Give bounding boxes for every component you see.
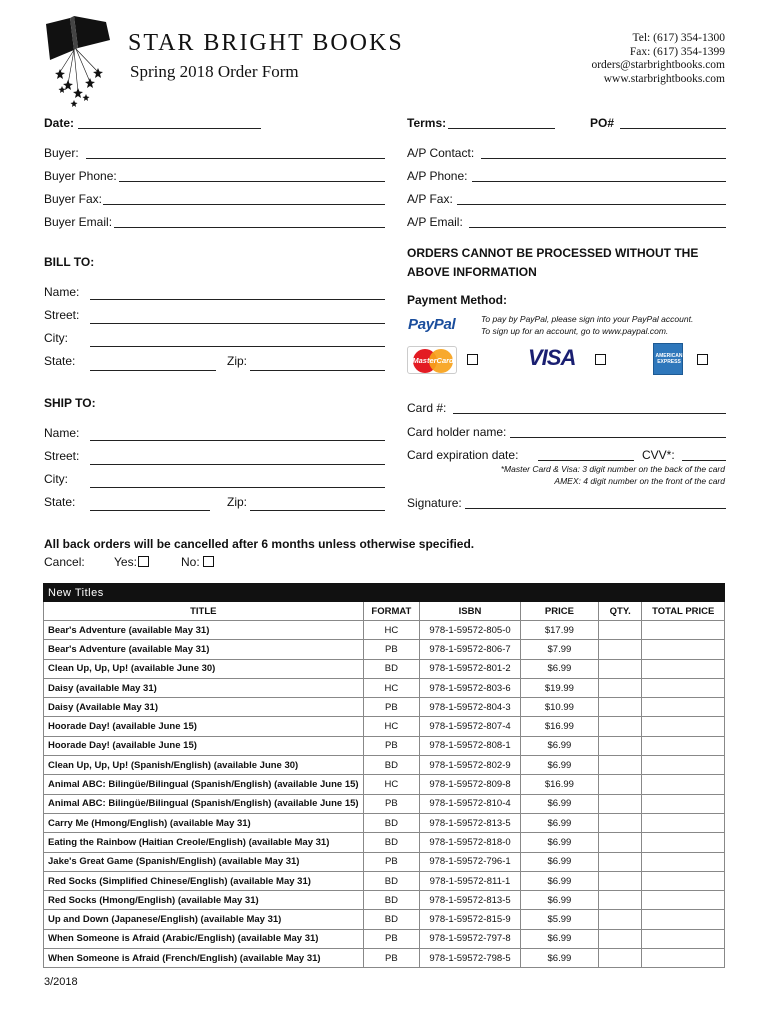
table-row xyxy=(44,910,725,929)
cvv-field[interactable] xyxy=(682,460,726,461)
row-qty-input[interactable] xyxy=(599,871,642,890)
row-total-input[interactable] xyxy=(642,852,725,871)
row-total-input[interactable] xyxy=(642,756,725,775)
ap-fax-label: A/P Fax: xyxy=(407,192,453,206)
row-format: BD xyxy=(363,871,420,890)
company-name: STAR BRIGHT BOOKS xyxy=(128,30,404,56)
row-price: $6.99 xyxy=(520,756,598,775)
row-format: BD xyxy=(363,659,420,678)
row-format: PB xyxy=(363,640,420,659)
bill-to-heading: BILL TO: xyxy=(44,255,95,269)
ship-state-field[interactable] xyxy=(90,510,210,511)
row-format: HC xyxy=(363,678,420,697)
row-total-input[interactable] xyxy=(642,833,725,852)
table-row xyxy=(44,756,725,775)
row-format: HC xyxy=(363,717,420,736)
row-title: Daisy (Available May 31) xyxy=(44,698,364,717)
ship-city-label: City: xyxy=(44,472,68,486)
cvv-note xyxy=(501,463,725,487)
table-row xyxy=(44,871,725,890)
row-qty-input[interactable] xyxy=(599,949,642,968)
table-row xyxy=(44,659,725,678)
card-holder-field[interactable] xyxy=(510,437,726,438)
row-qty-input[interactable] xyxy=(599,891,642,910)
row-qty-input[interactable] xyxy=(599,717,642,736)
row-total-input[interactable] xyxy=(642,794,725,813)
cvv-label: CVV*: xyxy=(642,448,675,462)
ap-fax-field[interactable] xyxy=(457,204,726,205)
row-title: When Someone is Afraid (Arabic/English) (available May 31) xyxy=(44,929,364,948)
order-table-body xyxy=(44,621,725,968)
form-subtitle: Spring 2018 Order Form xyxy=(130,62,299,81)
row-qty-input[interactable] xyxy=(599,929,642,948)
row-isbn: 978-1-59572-808-1 xyxy=(420,736,521,755)
row-title: Red Socks (Hmong/English) (available May 31) xyxy=(44,891,364,910)
row-isbn: 978-1-59572-813-5 xyxy=(420,813,521,832)
row-price: $6.99 xyxy=(520,813,598,832)
row-qty-input[interactable] xyxy=(599,678,642,697)
amex-logo-text: AMERICAN EXPRESS xyxy=(655,353,683,365)
row-total-input[interactable] xyxy=(642,659,725,678)
row-total-input[interactable] xyxy=(642,891,725,910)
cancel-no-label: No: xyxy=(181,555,200,569)
ap-phone-field[interactable] xyxy=(472,181,726,182)
footer-date: 3/2018 xyxy=(44,976,78,988)
paypal-logo: PayPal xyxy=(408,316,456,333)
row-total-input[interactable] xyxy=(642,736,725,755)
paypal-note xyxy=(481,313,693,337)
bill-name-label: Name: xyxy=(44,285,80,299)
table-row xyxy=(44,775,725,794)
row-qty-input[interactable] xyxy=(599,698,642,717)
buyer-field[interactable] xyxy=(86,158,385,159)
table-row xyxy=(44,794,725,813)
mastercard-logo-icon xyxy=(407,346,457,374)
cancel-label: Cancel: xyxy=(44,555,85,569)
row-format: BD xyxy=(363,833,420,852)
table-row xyxy=(44,929,725,948)
table-row xyxy=(44,949,725,968)
col-title: TITLE xyxy=(44,602,364,621)
company-tel: Tel: (617) 354-1300 xyxy=(632,32,725,44)
row-price: $5.99 xyxy=(520,910,598,929)
row-title: Animal ABC: Bilingüe/Bilingual (Spanish/English) (available June 15) xyxy=(44,794,364,813)
po-label: PO# xyxy=(590,116,615,130)
cancel-yes-label: Yes: xyxy=(114,555,137,569)
amex-checkbox[interactable] xyxy=(697,354,708,365)
row-price: $17.99 xyxy=(520,621,598,640)
row-qty-input[interactable] xyxy=(599,621,642,640)
row-qty-input[interactable] xyxy=(599,756,642,775)
row-title: Animal ABC: Bilingüe/Bilingual (Spanish/English) (available June 15) xyxy=(44,775,364,794)
expiration-label: Card expiration date: xyxy=(407,448,519,462)
signature-field[interactable] xyxy=(465,508,726,509)
card-number-label: Card #: xyxy=(407,401,447,415)
row-format: BD xyxy=(363,813,420,832)
row-total-input[interactable] xyxy=(642,929,725,948)
row-title: Eating the Rainbow (Haitian Creole/English) (available May 31) xyxy=(44,833,364,852)
row-format: PB xyxy=(363,794,420,813)
terms-label: Terms: xyxy=(407,116,447,130)
row-price: $16.99 xyxy=(520,775,598,794)
table-row xyxy=(44,698,725,717)
cancel-no-checkbox[interactable] xyxy=(203,556,214,567)
row-title: Hoorade Day! (available June 15) xyxy=(44,736,364,755)
po-field[interactable] xyxy=(620,128,726,129)
row-title: Up and Down (Japanese/English) (available May 31) xyxy=(44,910,364,929)
row-format: PB xyxy=(363,852,420,871)
row-isbn: 978-1-59572-804-3 xyxy=(420,698,521,717)
row-isbn: 978-1-59572-815-9 xyxy=(420,910,521,929)
table-row xyxy=(44,813,725,832)
row-format: PB xyxy=(363,698,420,717)
col-format: FORMAT xyxy=(363,602,420,621)
bill-state-field[interactable] xyxy=(90,370,216,371)
row-title: Carry Me (Hmong/English) (available May 31) xyxy=(44,813,364,832)
buyer-email-label: Buyer Email: xyxy=(44,215,113,229)
cancel-yes-checkbox[interactable] xyxy=(138,556,149,567)
ship-street-label: Street: xyxy=(44,449,80,463)
ap-email-label: A/P Email: xyxy=(407,215,463,229)
row-isbn: 978-1-59572-818-0 xyxy=(420,833,521,852)
payment-heading: Payment Method: xyxy=(407,293,508,307)
ap-email-field[interactable] xyxy=(469,227,726,228)
row-qty-input[interactable] xyxy=(599,736,642,755)
section-header: New Titles xyxy=(44,584,725,602)
row-price: $6.99 xyxy=(520,659,598,678)
visa-logo-icon: VISA xyxy=(528,345,576,370)
row-qty-input[interactable] xyxy=(599,833,642,852)
ship-name-label: Name: xyxy=(44,426,80,440)
row-format: BD xyxy=(363,756,420,775)
row-format: PB xyxy=(363,949,420,968)
buyer-email-field[interactable] xyxy=(114,227,385,228)
table-row xyxy=(44,852,725,871)
row-total-input[interactable] xyxy=(642,698,725,717)
row-total-input[interactable] xyxy=(642,640,725,659)
table-row xyxy=(44,640,725,659)
col-price: PRICE xyxy=(520,602,598,621)
ship-city-field[interactable] xyxy=(90,487,385,488)
row-qty-input[interactable] xyxy=(599,910,642,929)
visa-checkbox[interactable] xyxy=(595,354,606,365)
row-total-input[interactable] xyxy=(642,717,725,736)
row-title: Jake's Great Game (Spanish/English) (available May 31) xyxy=(44,852,364,871)
ship-zip-label: Zip: xyxy=(227,495,248,509)
buyer-fax-label: Buyer Fax: xyxy=(44,192,103,206)
row-format: HC xyxy=(363,775,420,794)
card-number-field[interactable] xyxy=(453,413,726,414)
row-price: $6.99 xyxy=(520,891,598,910)
table-row xyxy=(44,891,725,910)
row-isbn: 978-1-59572-802-9 xyxy=(420,756,521,775)
ship-name-field[interactable] xyxy=(90,440,385,441)
row-title: Bear's Adventure (available May 31) xyxy=(44,640,364,659)
row-isbn: 978-1-59572-811-1 xyxy=(420,871,521,890)
row-isbn: 978-1-59572-801-2 xyxy=(420,659,521,678)
row-price: $6.99 xyxy=(520,929,598,948)
col-qty: QTY. xyxy=(599,602,642,621)
bill-street-field[interactable] xyxy=(90,323,385,324)
table-row xyxy=(44,717,725,736)
row-qty-input[interactable] xyxy=(599,813,642,832)
row-price: $6.99 xyxy=(520,736,598,755)
ap-contact-label: A/P Contact: xyxy=(407,146,475,160)
row-format: BD xyxy=(363,910,420,929)
row-price: $6.99 xyxy=(520,871,598,890)
order-table xyxy=(43,583,725,968)
buyer-phone-field[interactable] xyxy=(119,181,385,182)
table-row xyxy=(44,621,725,640)
row-qty-input[interactable] xyxy=(599,852,642,871)
buyer-label: Buyer: xyxy=(44,146,79,160)
bill-zip-label: Zip: xyxy=(227,354,248,368)
row-format: PB xyxy=(363,929,420,948)
row-title: Daisy (available May 31) xyxy=(44,678,364,697)
buyer-fax-field[interactable] xyxy=(103,204,385,205)
row-total-input[interactable] xyxy=(642,871,725,890)
row-isbn: 978-1-59572-805-0 xyxy=(420,621,521,640)
bill-street-label: Street: xyxy=(44,308,80,322)
company-email[interactable]: orders@starbrightbooks.com xyxy=(591,59,725,71)
row-total-input[interactable] xyxy=(642,775,725,794)
ship-street-field[interactable] xyxy=(90,464,385,465)
row-isbn: 978-1-59572-796-1 xyxy=(420,852,521,871)
book-star-logo-icon xyxy=(40,14,120,109)
row-format: HC xyxy=(363,621,420,640)
mastercard-checkbox[interactable] xyxy=(467,354,478,365)
logo xyxy=(40,14,120,109)
company-fax: Fax: (617) 354-1399 xyxy=(629,45,725,58)
row-price: $6.99 xyxy=(520,833,598,852)
row-price: $19.99 xyxy=(520,678,598,697)
row-title: When Someone is Afraid (French/English) (available May 31) xyxy=(44,949,364,968)
back-orders-notice: All back orders will be cancelled after 6 months unless otherwise specified. xyxy=(44,537,475,551)
terms-field[interactable] xyxy=(448,128,555,129)
row-total-input[interactable] xyxy=(642,621,725,640)
row-total-input[interactable] xyxy=(642,678,725,697)
cvv-note-line-2: AMEX: 4 digit number on the front of the card xyxy=(554,476,725,486)
col-isbn: ISBN xyxy=(420,602,521,621)
row-qty-input[interactable] xyxy=(599,659,642,678)
row-price: $6.99 xyxy=(520,794,598,813)
cvv-note-line-1: *Master Card & Visa: 3 digit number on the back of the card xyxy=(500,464,725,474)
mastercard-logo-text: MasterCard xyxy=(412,356,454,365)
ap-contact-field[interactable] xyxy=(481,158,726,159)
ship-zip-field[interactable] xyxy=(250,510,385,511)
row-title: Clean Up, Up, Up! (available June 30) xyxy=(44,659,364,678)
row-price: $10.99 xyxy=(520,698,598,717)
card-holder-label: Card holder name: xyxy=(407,425,507,439)
signature-label: Signature: xyxy=(407,496,462,510)
row-total-input[interactable] xyxy=(642,910,725,929)
bill-state-label: State: xyxy=(44,354,76,368)
table-row xyxy=(44,678,725,697)
row-format: PB xyxy=(363,736,420,755)
ship-state-label: State: xyxy=(44,495,76,509)
ap-phone-label: A/P Phone: xyxy=(407,169,468,183)
row-price: $7.99 xyxy=(520,640,598,659)
row-total-input[interactable] xyxy=(642,949,725,968)
row-isbn: 978-1-59572-809-8 xyxy=(420,775,521,794)
orders-notice: ORDERS CANNOT BE PROCESSED WITHOUT THE ABOVE INFORMATION xyxy=(407,246,699,279)
paypal-note-line-2: To sign up for an account, go to www.paypal.com. xyxy=(481,326,669,336)
row-qty-input[interactable] xyxy=(599,775,642,794)
row-qty-input[interactable] xyxy=(599,794,642,813)
ship-to-heading: SHIP TO: xyxy=(44,396,96,410)
row-price: $16.99 xyxy=(520,717,598,736)
company-website[interactable]: www.starbrightbooks.com xyxy=(603,72,725,85)
row-price: $6.99 xyxy=(520,852,598,871)
paypal-note-line-1: To pay by PayPal, please sign into your PayPal account. xyxy=(481,314,694,324)
row-total-input[interactable] xyxy=(642,813,725,832)
bill-name-field[interactable] xyxy=(90,299,385,300)
row-title: Bear's Adventure (available May 31) xyxy=(44,621,364,640)
buyer-phone-label: Buyer Phone: xyxy=(44,169,117,183)
row-isbn: 978-1-59572-797-8 xyxy=(420,929,521,948)
bill-city-label: City: xyxy=(44,331,68,345)
bill-zip-field[interactable] xyxy=(250,370,385,371)
row-isbn: 978-1-59572-806-7 xyxy=(420,640,521,659)
row-qty-input[interactable] xyxy=(599,640,642,659)
row-title: Clean Up, Up, Up! (Spanish/English) (available June 30) xyxy=(44,756,364,775)
row-price: $6.99 xyxy=(520,949,598,968)
row-isbn: 978-1-59572-810-4 xyxy=(420,794,521,813)
company-contact xyxy=(591,32,725,86)
row-isbn: 978-1-59572-798-5 xyxy=(420,949,521,968)
bill-city-field[interactable] xyxy=(90,346,385,347)
row-format: BD xyxy=(363,891,420,910)
row-title: Red Socks (Simplified Chinese/English) (available May 31) xyxy=(44,871,364,890)
row-isbn: 978-1-59572-803-6 xyxy=(420,678,521,697)
row-title: Hoorade Day! (available June 15) xyxy=(44,717,364,736)
row-isbn: 978-1-59572-807-4 xyxy=(420,717,521,736)
table-row xyxy=(44,833,725,852)
amex-logo-icon xyxy=(653,343,683,375)
expiration-field[interactable] xyxy=(538,460,634,461)
date-label: Date: xyxy=(44,116,75,130)
date-field[interactable] xyxy=(78,128,261,129)
row-isbn: 978-1-59572-813-5 xyxy=(420,891,521,910)
col-total: TOTAL PRICE xyxy=(642,602,725,621)
table-row xyxy=(44,736,725,755)
